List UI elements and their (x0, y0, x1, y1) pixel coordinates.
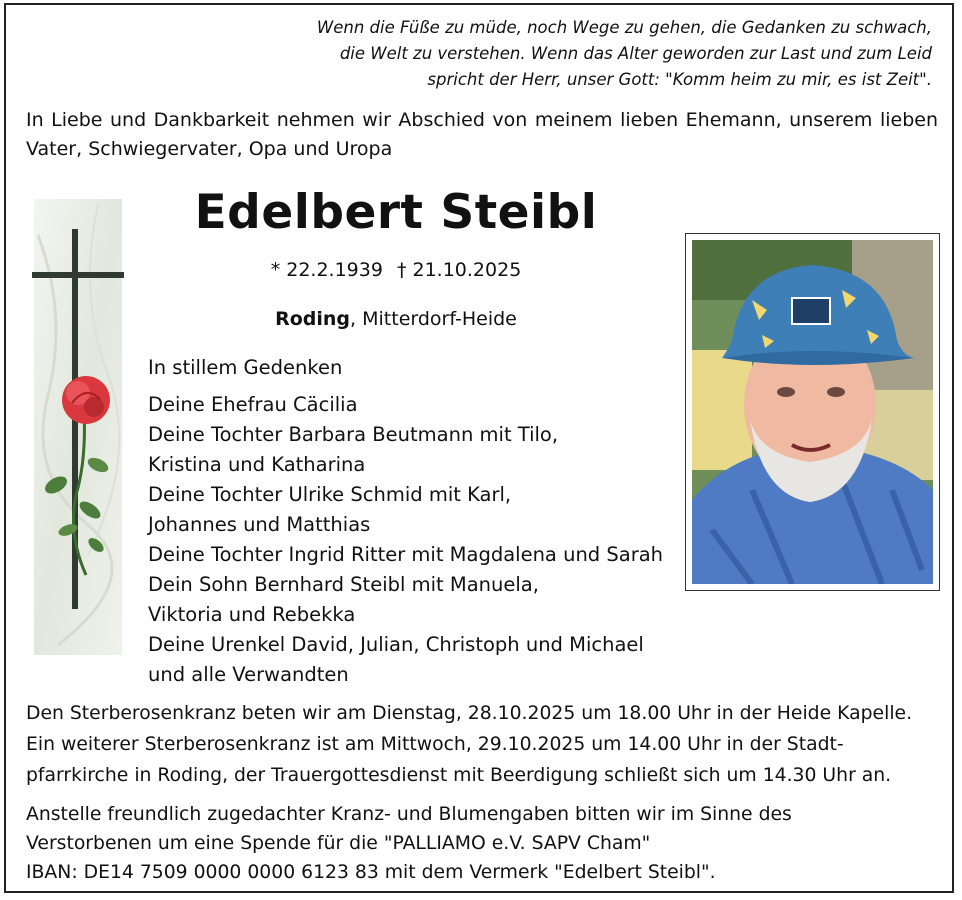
residence-town: Roding (275, 308, 351, 330)
mourners-list (148, 353, 663, 690)
poem-verse (172, 15, 932, 93)
portrait-photo (685, 233, 940, 591)
mourner-line: Deine Ehefrau Cäcilia (148, 393, 358, 416)
mourner-line: Deine Tochter Ingrid Ritter mit Magdalena und Sarah (148, 543, 664, 566)
mourner-line: und alle Verwandten (148, 663, 349, 686)
birth-date: * 22.2.1939 (270, 259, 383, 281)
donation-line: IBAN: DE14 7509 0000 0000 6123 83 mit dem Vermerk "Edelbert Steibl". (26, 862, 716, 883)
donation-line: Verstorbenen um eine Spende für die "PALLIAMO e.V. SAPV Cham" (26, 833, 651, 854)
poem-line: Wenn die Füße zu müde, noch Wege zu gehen, die Gedanken zu schwach, (316, 18, 932, 37)
obituary-card (4, 3, 954, 893)
intro-text: In Liebe und Dankbarkeit nehmen wir Abschied von meinem lieben Ehemann, unserem lieben Vater, Schwiegervater, Opa und Uropa (26, 109, 938, 160)
donation-line: Anstelle freundlich zugedachter Kranz- und Blumengaben bitten wir im Sinne des (26, 804, 792, 825)
deceased-name: Edelbert Steibl (194, 185, 598, 240)
mourner-line: Deine Urenkel David, Julian, Christoph und Michael (148, 633, 644, 656)
notice-line: Ein weiterer Sterberosenkranz ist am Mittwoch, 29.10.2025 um 14.00 Uhr in der Stadt- (26, 734, 844, 755)
residence-district: , Mitterdorf-Heide (350, 308, 517, 330)
poem-line: spricht der Herr, unser Gott: "Komm heim zu mir, es ist Zeit". (427, 70, 932, 89)
rosary-notice (26, 698, 946, 791)
mourner-line: Viktoria und Rebekka (148, 603, 356, 626)
life-dates (116, 259, 676, 281)
mourner-line: Johannes und Matthias (148, 513, 371, 536)
cross-with-rose-image (28, 195, 128, 657)
mourner-line: Deine Tochter Ulrike Schmid mit Karl, (148, 483, 512, 506)
mourners-heading: In stillem Gedenken (148, 356, 343, 379)
death-date: † 21.10.2025 (396, 259, 522, 281)
notice-line: Den Sterberosenkranz beten wir am Dienstag, 28.10.2025 um 18.00 Uhr in der Heide Kapelle. (26, 703, 913, 724)
mourner-line: Dein Sohn Bernhard Steibl mit Manuela, (148, 573, 539, 596)
donation-request (26, 800, 946, 887)
mourner-line: Deine Tochter Barbara Beutmann mit Tilo, (148, 423, 559, 446)
poem-line: die Welt zu verstehen. Wenn das Alter geworden zur Last und zum Leid (339, 44, 932, 63)
notice-line: pfarrkirche in Roding, der Trauergottesdienst mit Beerdigung schließt sich um 14.30 Uhr an. (26, 765, 892, 786)
residence (116, 308, 676, 330)
mourner-line: Kristina und Katharina (148, 453, 366, 476)
